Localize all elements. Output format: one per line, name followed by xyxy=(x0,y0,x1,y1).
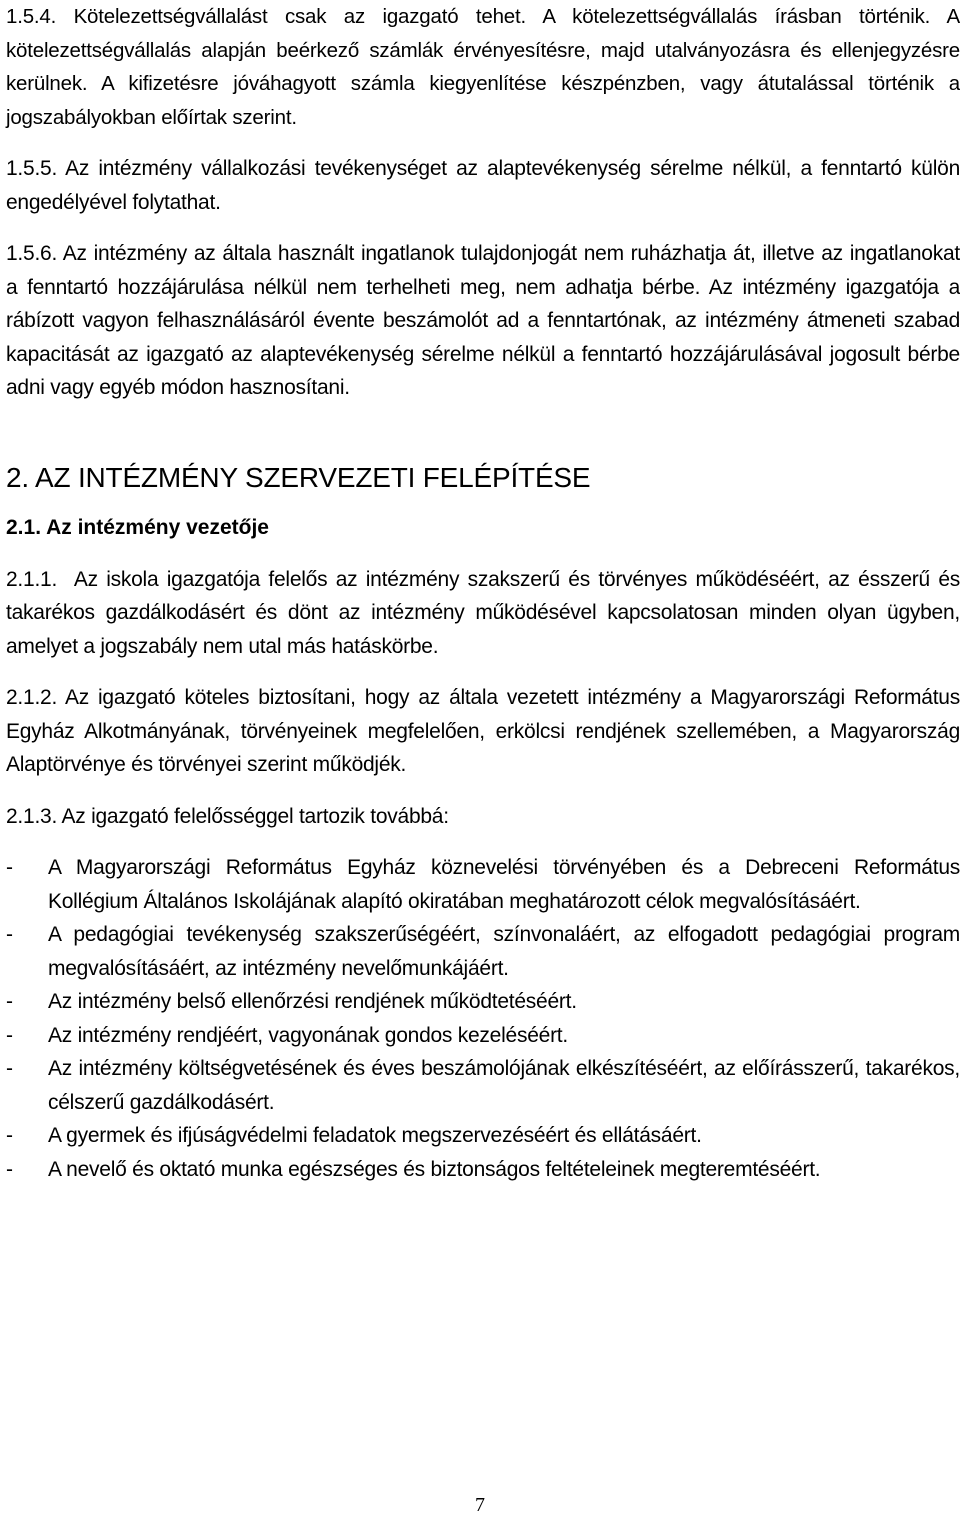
list-item xyxy=(6,1119,960,1153)
section-number: 2.1.2. xyxy=(6,686,58,709)
page-number: 7 xyxy=(475,1494,485,1516)
list-item xyxy=(6,851,960,918)
paragraph-text-b: Az intézmény igazgatója a rábízott vagyon felhasználásáról évente beszámolót ad a fenntartónak, az intézmény átmeneti szabad kapacitását az igazgató az alaptevékenység sérelme nélkül a fenntartó hozzájárulásával jogosult bérbe adni vagy egyéb módon hasznosítani. xyxy=(6,275,960,399)
dash-bullet: - xyxy=(6,923,13,946)
list-item-text: A gyermek és ifjúságvédelmi feladatok megszervezéséért és ellátásáért. xyxy=(48,1124,702,1147)
paragraph-text: Az igazgató felelősséggel tartozik továbbá: xyxy=(61,804,449,828)
paragraph-1-5-4 xyxy=(6,0,960,134)
dash-bullet: - xyxy=(6,1057,13,1080)
dash-bullet: - xyxy=(6,1023,13,1047)
paragraph-1-5-6 xyxy=(6,237,960,405)
paragraph-2-1-2 xyxy=(6,681,960,782)
paragraph-2-1-3 xyxy=(6,800,960,834)
paragraph-2-1-1 xyxy=(6,563,960,664)
list-item xyxy=(6,1019,960,1053)
dash-bullet: - xyxy=(6,856,13,879)
section-number: 1.5.6. xyxy=(6,242,58,265)
list-item xyxy=(6,985,960,1019)
list-item-text: A nevelő és oktató munka egészséges és biztonságos feltételeinek megteremtéséért. xyxy=(48,1157,821,1181)
document-page xyxy=(6,0,960,1186)
list-item xyxy=(6,1052,960,1119)
section-number: 2.1.1. xyxy=(6,567,58,591)
section-number: 1.5.5. xyxy=(6,157,58,180)
dash-bullet: - xyxy=(6,1124,13,1147)
list-item-text: A Magyarországi Református Egyház köznevelési törvényében és a Debreceni Református Kollégium Általános Iskolájának alapító okiratában meghatározott célok megvalósításáért. xyxy=(48,856,960,913)
paragraph-text: Az intézmény vállalkozási tevékenységet az alaptevékenység sérelme nélkül, a fenntartó külön engedélyével folytathat. xyxy=(6,157,960,214)
list-item-text: Az intézmény rendjéért, vagyonának gondos kezeléséért. xyxy=(48,1023,568,1047)
paragraph-text: Kötelezettségvállalást csak az igazgató tehet. A kötelezettségvállalás írásban történik. A kötelezettségvállalás alapján beérkező számlák érvényesítésre, majd utalványozásra és ellenjegyzésre kerülnek. A kifizetésre jóváhagyott számla kiegyenlítése készpénzben, vagy átutalással történik a jogszabályokban előírtak szerint. xyxy=(6,5,960,129)
list-item xyxy=(6,1153,960,1187)
dash-bullet: - xyxy=(6,1157,13,1181)
list-item xyxy=(6,918,960,985)
dash-bullet: - xyxy=(6,990,13,1013)
paragraph-1-5-5 xyxy=(6,152,960,219)
list-item-text: Az intézmény költségvetésének és éves beszámolójának elkészítéséért, az előírásszerű, takarékos, célszerű gazdálkodásért. xyxy=(48,1057,960,1114)
list-item-text: Az intézmény belső ellenőrzési rendjének működtetéséért. xyxy=(48,990,577,1013)
paragraph-text: Az iskola igazgatója felelős az intézmény szakszerű és törvényes működéséért, az ésszerű és takarékos gazdálkodásért és dönt az intézmény működésével kapcsolatosan minden olyan ügyben, amelyet a jogszabály nem utal más hatáskörbe. xyxy=(6,567,960,658)
paragraph-text-a: Az intézmény az általa használt ingatlanok tulajdonjogát nem ruházhatja át, illetve az ingatlanokat a fenntartó hozzájárulása nélkül nem terhelheti meg, nem adhatja bérbe. xyxy=(6,242,960,299)
section-number: 2.1.3. xyxy=(6,804,58,828)
section-heading: 2.1. Az intézmény vezetője xyxy=(6,515,269,539)
section-number: 1.5.4. xyxy=(6,5,57,28)
responsibility-list xyxy=(6,851,960,1186)
chapter-heading: 2. AZ INTÉZMÉNY SZERVEZETI FELÉPÍTÉSE xyxy=(6,461,591,493)
list-item-text: A pedagógiai tevékenység szakszerűségéért, színvonaláért, az elfogadott pedagógiai program megvalósításáért, az intézmény nevelőmunkájáért. xyxy=(48,923,960,980)
paragraph-text: Az igazgató köteles biztosítani, hogy az általa vezetett intézmény a Magyarországi Református Egyház Alkotmányának, törvényeinek megfelelően, erkölcsi rendjének szellemében, a Magyarország Alaptörvénye és törvényei szerint működjék. xyxy=(6,686,960,776)
